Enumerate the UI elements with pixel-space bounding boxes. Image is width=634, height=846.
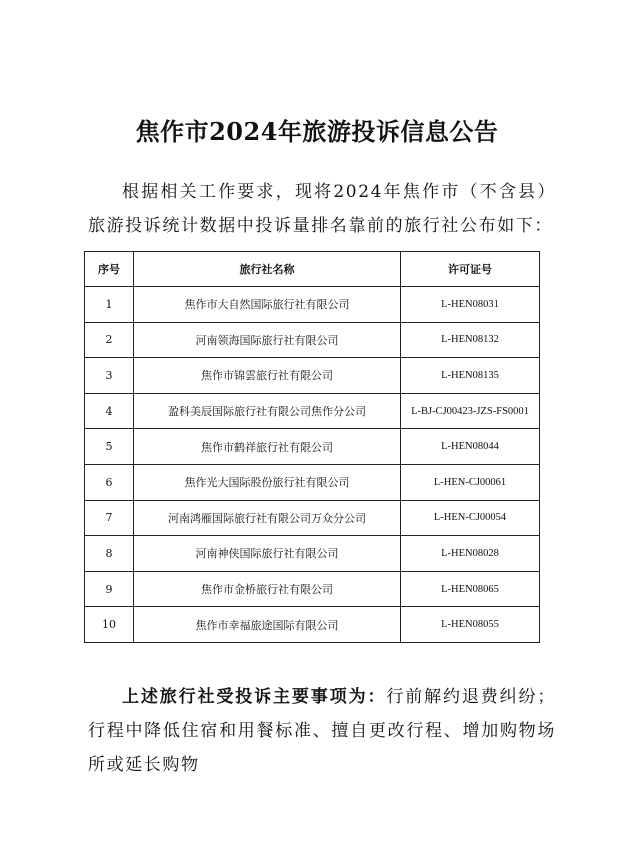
row-agency: 河南鸿雁国际旅行社有限公司万众分公司 (134, 500, 401, 536)
complaint-summary-lead: 上述旅行社受投诉主要事项为： (122, 687, 387, 707)
row-index: 1 (85, 287, 134, 323)
row-index: 9 (85, 571, 134, 607)
row-license: L-HEN-CJ00061 (401, 464, 540, 500)
row-agency: 焦作市幸福旅途国际有限公司 (134, 607, 401, 643)
table-row (85, 571, 540, 607)
row-agency: 河南神侠国际旅行社有限公司 (134, 536, 401, 572)
row-index: 10 (85, 607, 134, 643)
table-row (85, 500, 540, 536)
row-agency: 焦作市鹤祥旅行社有限公司 (134, 429, 401, 465)
row-license: L-HEN-CJ00054 (401, 500, 540, 536)
complaint-summary-text: 行前解约退费纠纷；行程中降低住宿和用餐标准、擅自更改行程、增加购物场所或延长购物 (88, 687, 556, 775)
table-row (85, 607, 540, 643)
table-row (85, 393, 540, 429)
row-index: 8 (85, 536, 134, 572)
header-license: 许可证号 (401, 252, 540, 287)
row-license: L-HEN08132 (401, 322, 540, 358)
row-index: 2 (85, 322, 134, 358)
complaint-summary-paragraph (88, 680, 556, 782)
row-index: 6 (85, 464, 134, 500)
row-license: L-HEN08031 (401, 287, 540, 323)
row-license: L-HEN08055 (401, 607, 540, 643)
row-agency: 焦作光大国际股份旅行社有限公司 (134, 464, 401, 500)
table-row (85, 287, 540, 323)
row-license: L-HEN08135 (401, 358, 540, 394)
row-index: 4 (85, 393, 134, 429)
row-license: L-HEN08028 (401, 536, 540, 572)
row-agency: 河南领海国际旅行社有限公司 (134, 322, 401, 358)
table-header-row (85, 252, 540, 287)
row-agency: 焦作市大自然国际旅行社有限公司 (134, 287, 401, 323)
intro-paragraph: 根据相关工作要求，现将2024年焦作市（不含县）旅游投诉统计数据中投诉量排名靠前的旅行社公布如下： (88, 182, 556, 236)
row-license: L-HEN08044 (401, 429, 540, 465)
row-index: 7 (85, 500, 134, 536)
table-row (85, 464, 540, 500)
row-agency: 焦作市锦雲旅行社有限公司 (134, 358, 401, 394)
header-agency: 旅行社名称 (134, 252, 401, 287)
row-license: L-BJ-CJ00423-JZS-FS0001 (401, 393, 540, 429)
row-agency: 焦作市金桥旅行社有限公司 (134, 571, 401, 607)
table-row (85, 322, 540, 358)
table-row (85, 429, 540, 465)
row-index: 5 (85, 429, 134, 465)
row-index: 3 (85, 358, 134, 394)
row-license: L-HEN08065 (401, 571, 540, 607)
page-title: 焦作市2024年旅游投诉信息公告 (135, 117, 499, 146)
header-index: 序号 (85, 252, 134, 287)
row-agency: 盈科美辰国际旅行社有限公司焦作分公司 (134, 393, 401, 429)
table-row (85, 536, 540, 572)
agency-table (84, 251, 540, 643)
table-row (85, 358, 540, 394)
